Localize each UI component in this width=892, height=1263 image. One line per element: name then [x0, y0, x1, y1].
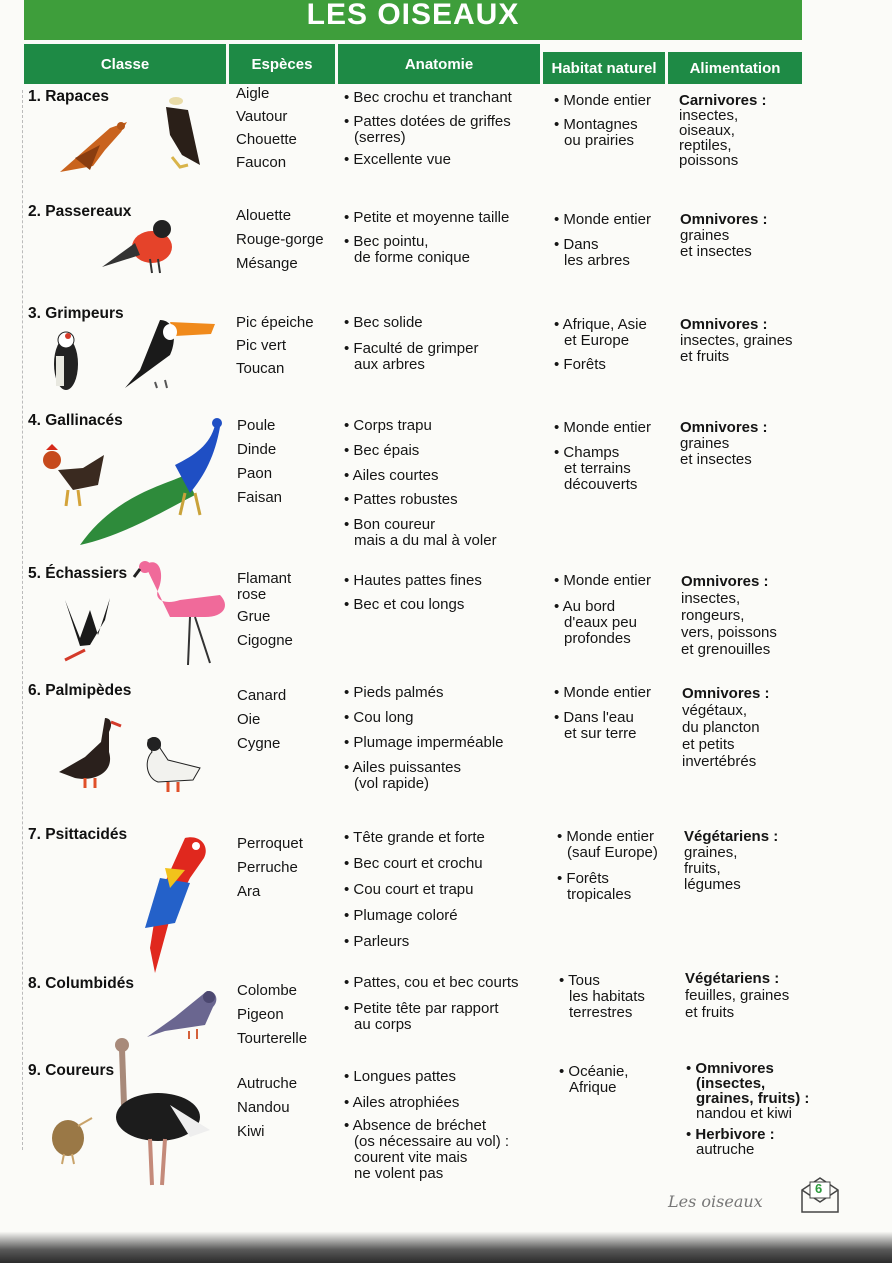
diet-cell: Omnivores : graines et insectes — [680, 211, 768, 260]
diet-cell: Omnivores : graines et insectes — [680, 419, 768, 468]
page-title: LES OISEAUX — [306, 0, 520, 31]
diet-cell: Carnivores : insectes, oiseaux, reptiles, poissons — [679, 92, 767, 169]
flamingo-illustration — [130, 555, 240, 670]
anatomy-item: • Plumage coloré — [344, 907, 458, 924]
diet-cell: Omnivores : insectes, rongeurs, vers, poissons et grenouilles — [681, 573, 777, 658]
anatomy-item: • Excellente vue — [344, 151, 451, 168]
anatomy-item: • Bec pointu, de forme conique — [344, 233, 470, 266]
habitat-item: • Océanie, Afrique — [559, 1063, 629, 1096]
diet-cell: • Omnivores (insectes, graines, fruits) : nandou et kiwi • Herbivore : autruche — [686, 1060, 810, 1158]
vulture-illustration — [158, 95, 203, 175]
anatomy-item: • Ailes courtes — [344, 467, 439, 484]
macaw-illustration — [130, 828, 215, 978]
anatomy-item: • Pieds palmés — [344, 684, 444, 701]
habitat-item: • Dans l'eau et sur terre — [554, 709, 637, 742]
diet-cell: Omnivores : végétaux, du plancton et petits invertébrés — [682, 685, 770, 770]
habitat-item: • Monde entier (sauf Europe) — [557, 828, 658, 861]
habitat-item: • Dans les arbres — [554, 236, 630, 269]
anatomy-item: • Bec épais — [344, 442, 420, 459]
habitat-item: • Monde entier — [554, 419, 651, 436]
class-title: 8. Columbidés — [28, 975, 134, 992]
species-list: Colombe Pigeon Tourterelle — [237, 982, 308, 1047]
page-banner — [24, 0, 802, 40]
anatomy-item: • Bec solide — [344, 314, 423, 331]
species-list: Canard Oie Cygne — [237, 687, 287, 752]
class-title: 6. Palmipèdes — [28, 682, 132, 699]
ostrich-illustration — [110, 1035, 215, 1190]
class-title: 4. Gallinacés — [28, 412, 123, 429]
diet-cell: Végétariens : graines, fruits, légumes — [684, 828, 779, 893]
anatomy-item: • Bec et cou longs — [344, 596, 465, 613]
diet-cell: Omnivores : insectes, graines et fruits — [680, 316, 793, 365]
anatomy-item: • Longues pattes — [344, 1068, 457, 1085]
species-list: Autruche Nandou Kiwi — [237, 1075, 298, 1140]
anatomy-item: • Pattes robustes — [344, 491, 458, 508]
page-edge-shadow — [0, 1218, 892, 1263]
toucan-illustration — [115, 310, 220, 390]
habitat-item: • Afrique, Asie et Europe — [554, 316, 647, 349]
anatomy-item: • Bec court et crochu — [344, 855, 483, 872]
habitat-item: • Monde entier — [554, 211, 651, 228]
habitat-item: • Monde entier — [554, 92, 651, 109]
anatomy-item: • Parleurs — [344, 933, 410, 950]
header-habitat: Habitat naturel — [543, 52, 665, 84]
anatomy-item: • Absence de bréchet (os nécessaire au vol) : courent vite mais ne volent pas — [344, 1117, 510, 1182]
anatomy-item: • Pattes, cou et bec courts — [344, 974, 519, 991]
habitat-item: • Monde entier — [554, 572, 651, 589]
class-title: 9. Coureurs — [28, 1062, 115, 1079]
diet-cell: Végétariens : feuilles, graines et fruits — [685, 970, 790, 1021]
duck-illustration — [138, 730, 208, 795]
anatomy-item: • Ailes atrophiées — [344, 1094, 460, 1111]
anatomy-item: • Petite tête par rapport au corps — [344, 1000, 499, 1033]
kiwi-illustration — [48, 1110, 93, 1165]
anatomy-item: • Plumage imperméable — [344, 734, 504, 751]
anatomy-item: • Petite et moyenne taille — [344, 209, 510, 226]
anatomy-item: • Pattes dotées de griffes (serres) — [344, 113, 511, 146]
habitat-item: • Montagnes ou prairies — [554, 116, 638, 149]
header-especes: Espèces — [229, 44, 335, 84]
anatomy-item: • Ailes puissantes (vol rapide) — [344, 759, 461, 792]
habitat-item: • Au bord d'eaux peu profondes — [554, 598, 637, 647]
species-list: Pic épeiche Pic vert Toucan — [236, 314, 314, 377]
class-title: 2. Passereaux — [28, 203, 132, 220]
anatomy-item: • Faculté de grimper aux arbres — [344, 340, 479, 373]
anatomy-item: • Bec crochu et tranchant — [344, 89, 512, 106]
anatomy-item: • Bon coureur mais a du mal à voler — [344, 516, 497, 549]
pigeon-illustration — [145, 985, 225, 1040]
species-list: Aigle Vautour Chouette Faucon — [236, 85, 297, 171]
header-classe: Classe — [24, 44, 226, 84]
anatomy-item: • Tête grande et forte — [344, 829, 485, 846]
habitat-item: • Champs et terrains découverts — [554, 444, 638, 493]
left-divider — [22, 90, 23, 1150]
peacock-illustration — [75, 415, 225, 550]
stork-illustration — [60, 590, 120, 665]
species-list: Flamant rose Grue Cigogne — [237, 570, 293, 649]
header-alimentation: Alimentation — [668, 52, 802, 84]
anatomy-item: • Cou long — [344, 709, 414, 726]
class-title: 5. Échassiers — [28, 565, 128, 582]
header-anatomie: Anatomie — [338, 44, 540, 84]
footer-title: Les oiseaux — [668, 1192, 763, 1211]
species-list: Alouette Rouge-gorge Mésange — [236, 207, 324, 272]
anatomy-item: • Cou court et trapu — [344, 881, 474, 898]
habitat-item: • Tous les habitats terrestres — [559, 972, 645, 1021]
page-number: 6 — [815, 1181, 823, 1196]
anatomy-item: • Hautes pattes fines — [344, 572, 482, 589]
species-list: Poule Dinde Paon Faisan — [237, 417, 283, 506]
species-list: Perroquet Perruche Ara — [237, 835, 303, 900]
woodpecker-illustration — [48, 328, 84, 400]
habitat-item: • Forêts tropicales — [557, 870, 632, 903]
eagle-illustration — [55, 110, 135, 180]
class-title: 3. Grimpeurs — [28, 305, 124, 322]
class-title: 7. Psittacidés — [28, 826, 128, 843]
anatomy-item: • Corps trapu — [344, 417, 432, 434]
habitat-item: • Forêts — [554, 356, 606, 373]
habitat-item: • Monde entier — [554, 684, 651, 701]
bullfinch-illustration — [100, 215, 180, 275]
goose-illustration — [55, 712, 125, 792]
class-title: 1. Rapaces — [28, 88, 109, 105]
